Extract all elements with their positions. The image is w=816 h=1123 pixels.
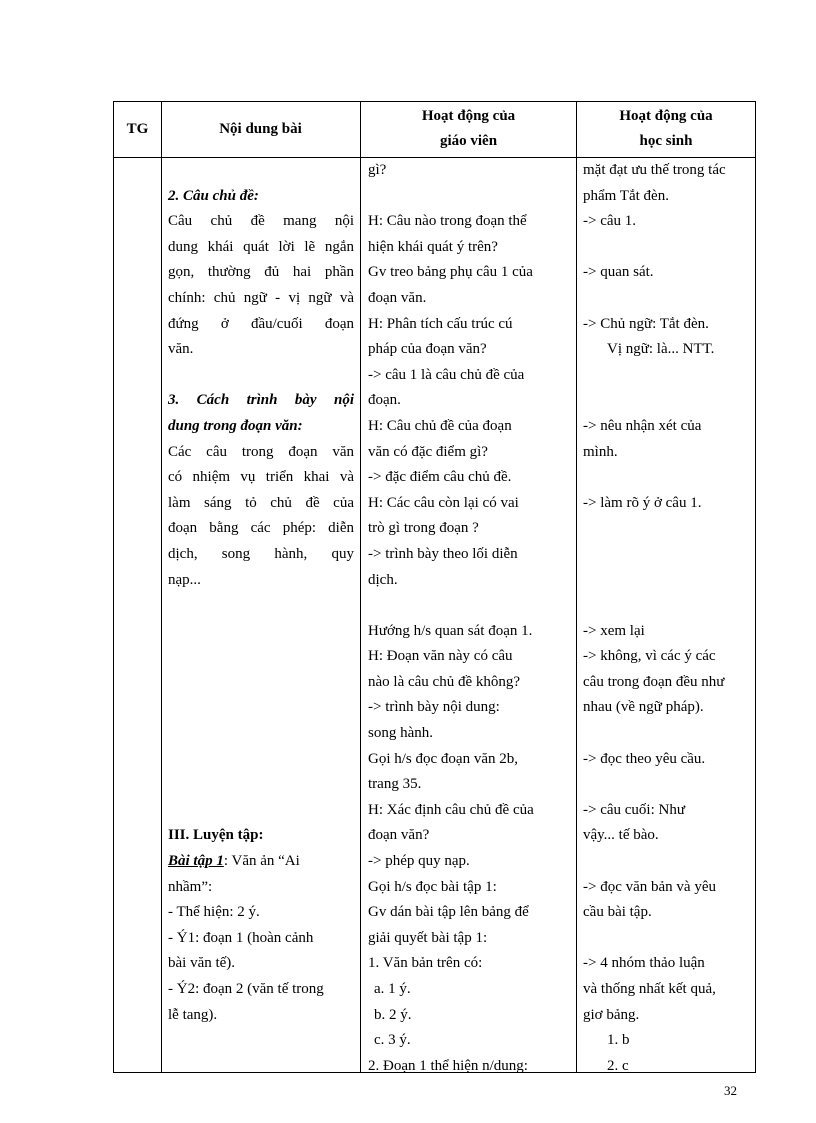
col-divider-2 [360, 102, 361, 1072]
page-number: 32 [724, 1083, 737, 1098]
student-line [583, 721, 749, 747]
teacher-line: H: Phân tích cấu trúc cú [368, 315, 513, 332]
teacher-line: nào là câu chủ đề không? [368, 673, 521, 690]
student-line [583, 542, 749, 568]
exercise-1-text: : Văn ản “Ai [223, 853, 300, 870]
teacher-line: đoạn. [368, 392, 401, 409]
content-line: nhầm”: [168, 878, 213, 895]
teacher-line: trò gì trong đoạn ? [368, 520, 479, 537]
student-line [583, 286, 749, 312]
teacher-line: Gọi h/s đọc bài tập 1: [368, 878, 497, 895]
student-line [583, 363, 749, 389]
content-line: văn. [168, 341, 194, 358]
student-line: 2. c [607, 1057, 629, 1074]
student-line [583, 235, 749, 261]
student-line: phẩm Tắt đèn. [583, 187, 669, 204]
content-line: đứng ở đầu/cuối đoạn [168, 315, 354, 332]
teacher-line: 2. Đoạn 1 thể hiện n/dung: [368, 1057, 528, 1074]
header-content [161, 102, 360, 156]
header-student [577, 102, 755, 156]
student-line [583, 926, 749, 952]
teacher-line: Gv dán bài tập lên bảng để [368, 904, 529, 921]
lesson-table [113, 101, 756, 1073]
student-line: giơ bảng. [583, 1006, 640, 1023]
student-line: mặt đạt ưu thế trong tác [583, 162, 726, 178]
student-line [583, 849, 749, 875]
teacher-line: gì? [368, 162, 387, 178]
content-line: gọn, thường đủ hai phần [168, 264, 354, 281]
content-line: lễ tang). [168, 1006, 218, 1023]
student-line: và thống nhất kết quả, [583, 981, 716, 997]
header-student-line: Hoạt động của [619, 108, 713, 124]
header-content-label: Nội dung bài [219, 120, 302, 137]
teacher-line: văn có đặc điểm gì? [368, 443, 488, 460]
student-column [583, 158, 749, 1079]
header-teacher-line: giáo viên [439, 133, 498, 149]
content-line: nạp... [168, 571, 201, 588]
practice-heading: III. Luyện tập: [168, 827, 264, 844]
content-line: dịch, song hành, quy [168, 545, 354, 562]
student-line [583, 772, 749, 798]
teacher-line [368, 593, 570, 619]
teacher-line: 1. Văn bản trên có: [368, 955, 483, 972]
teacher-line: H: Câu chủ đề của đoạn [368, 417, 512, 434]
student-line: -> nêu nhận xét của [583, 417, 702, 434]
teacher-column [368, 158, 570, 1079]
student-line [583, 465, 749, 491]
student-line: -> đọc theo yêu cầu. [583, 750, 706, 767]
teacher-line: pháp của đoạn văn? [368, 341, 487, 358]
teacher-line: H: Các câu còn lại có vai [368, 494, 519, 511]
content-line: dung khái quát lời lẽ ngắn [168, 238, 354, 255]
content-line: làm sáng tỏ chủ đề của [168, 494, 354, 511]
content-line: - Ý1: đoạn 1 (hoàn cảnh [168, 929, 314, 946]
content-line: - Ý2: đoạn 2 (văn tế trong [168, 981, 324, 997]
student-line: vậy... tế bào. [583, 827, 659, 844]
student-line: mình. [583, 443, 618, 460]
teacher-line: b. 2 ý. [374, 1006, 412, 1023]
col-divider-3 [576, 102, 577, 1072]
student-line [583, 388, 749, 414]
student-line: Vị ngữ: là... NTT. [607, 341, 715, 358]
student-line: cầu bài tập. [583, 904, 652, 921]
teacher-line: trang 35. [368, 776, 422, 793]
teacher-line: giải quyết bài tập 1: [368, 929, 488, 946]
student-line: -> 4 nhóm thảo luận [583, 955, 705, 972]
student-line [583, 516, 749, 542]
student-line: -> không, vì các ý các [583, 648, 716, 665]
teacher-line: song hành. [368, 725, 433, 742]
content-line: bài văn tế). [168, 955, 236, 972]
header-student-line: học sinh [639, 133, 693, 149]
student-line: -> câu cuối: Như [583, 801, 685, 818]
teacher-line: Gọi h/s đọc đoạn văn 2b, [368, 750, 518, 767]
teacher-line: -> phép quy nạp. [368, 853, 470, 870]
student-line: -> làm rõ ý ở câu 1. [583, 494, 702, 511]
teacher-line: đoạn văn. [368, 289, 427, 306]
header-teacher-line: Hoạt động của [421, 108, 516, 124]
student-line: câu trong đoạn đều như [583, 673, 725, 690]
teacher-line: a. 1 ý. [374, 981, 411, 997]
content-column [168, 158, 354, 1028]
teacher-line: Gv treo bảng phụ câu 1 của [368, 264, 533, 281]
teacher-line: H: Xác định câu chủ đề của [368, 801, 534, 818]
teacher-line: -> trình bày nội dung: [368, 699, 500, 716]
content-line: chính: chủ ngữ - vị ngữ và [168, 289, 354, 306]
student-line: nhau (về ngữ pháp). [583, 699, 704, 716]
teacher-line: dịch. [368, 571, 398, 588]
content-line: Các câu trong đoạn văn [168, 443, 354, 460]
section-3-title: 3. Cách trình bày nội [168, 392, 354, 409]
exercise-1-line [168, 849, 354, 875]
header-tg-label: TG [126, 120, 149, 137]
student-line: -> xem lại [583, 622, 645, 639]
student-line: -> quan sát. [583, 264, 654, 281]
col-divider-1 [161, 102, 162, 1072]
teacher-line: hiện khái quát ý trên? [368, 238, 498, 255]
teacher-line: c. 3 ý. [374, 1032, 411, 1049]
teacher-line: Hướng h/s quan sát đoạn 1. [368, 622, 533, 639]
teacher-line: H: Đoạn văn này có câu [368, 648, 513, 665]
teacher-line: -> trình bày theo lối diễn [368, 545, 518, 562]
teacher-line: đoạn văn? [368, 827, 430, 844]
content-line: - Thể hiện: 2 ý. [168, 904, 260, 921]
teacher-line: -> đặc điểm câu chủ đề. [368, 469, 512, 486]
section-3-title: dung trong đoạn văn: [168, 417, 303, 434]
teacher-line [368, 184, 570, 210]
exercise-1-label: Bài tập 1 [168, 853, 224, 870]
content-line: có nhiệm vụ triển khai và [168, 469, 354, 486]
section-2-title: 2. Câu chủ đề: [168, 187, 259, 204]
student-line: -> đọc văn bản và yêu [583, 878, 716, 895]
header-tg [114, 102, 161, 156]
student-line: -> câu 1. [583, 213, 637, 230]
content-line: đoạn bằng các phép: diễn [168, 520, 354, 537]
student-line: 1. b [607, 1032, 630, 1049]
student-line [583, 568, 749, 594]
teacher-line: H: Câu nào trong đoạn thể [368, 213, 527, 230]
teacher-line: -> câu 1 là câu chủ đề của [368, 366, 525, 383]
header-teacher [361, 102, 576, 156]
student-line [583, 593, 749, 619]
student-line: -> Chủ ngữ: Tắt đèn. [583, 315, 709, 332]
content-line: Câu chủ đề mang nội [168, 213, 354, 230]
